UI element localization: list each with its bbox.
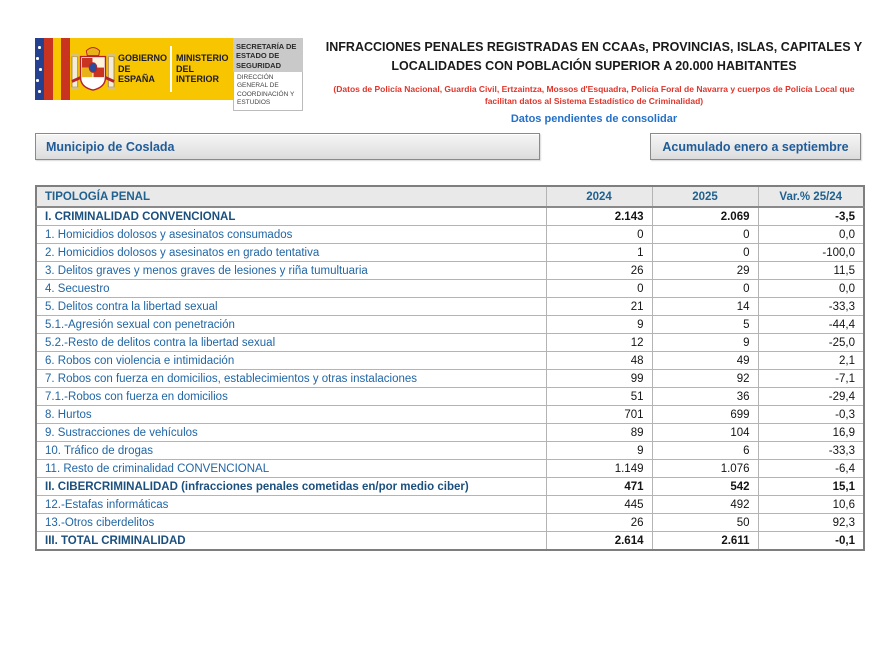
- cell-2024: 701: [546, 406, 652, 424]
- cell-2025: 14: [652, 298, 758, 316]
- cell-2025: 542: [652, 478, 758, 496]
- cell-var: 92,3: [758, 514, 864, 532]
- table-row: [36, 424, 864, 442]
- cell-2025: 2.611: [652, 532, 758, 551]
- period-selector[interactable]: Acumulado enero a septiembre: [650, 133, 861, 160]
- logo-divider: [170, 46, 172, 92]
- logo-yellow-field: [70, 38, 233, 100]
- cell-var: -6,4: [758, 460, 864, 478]
- row-label: 5.1.-Agresión sexual con penetración: [36, 316, 546, 334]
- column-header-tipologia: TIPOLOGÍA PENAL: [36, 186, 546, 207]
- cell-2024: 99: [546, 370, 652, 388]
- table-row: [36, 316, 864, 334]
- cell-var: -7,1: [758, 370, 864, 388]
- cell-2024: 2.143: [546, 207, 652, 226]
- cell-2025: 104: [652, 424, 758, 442]
- row-label: 2. Homicidios dolosos y asesinatos en grado tentativa: [36, 244, 546, 262]
- cell-2025: 49: [652, 352, 758, 370]
- cell-var: 0,0: [758, 226, 864, 244]
- row-label: 12.-Estafas informáticas: [36, 496, 546, 514]
- row-label: 7. Robos con fuerza en domicilios, establecimientos y otras instalaciones: [36, 370, 546, 388]
- table-row: [36, 352, 864, 370]
- row-label: 13.-Otros ciberdelitos: [36, 514, 546, 532]
- cell-var: 0,0: [758, 280, 864, 298]
- logo-government-label: GOBIERNO DE ESPAÑA: [118, 52, 168, 85]
- table-row: [36, 226, 864, 244]
- cell-var: -44,4: [758, 316, 864, 334]
- row-label: 4. Secuestro: [36, 280, 546, 298]
- cell-2025: 1.076: [652, 460, 758, 478]
- cell-2025: 29: [652, 262, 758, 280]
- logo-secretary-label: SECRETARÍA DE ESTADO DE SEGURIDAD: [233, 38, 303, 72]
- row-label: 3. Delitos graves y menos graves de lesiones y riña tumultuaria: [36, 262, 546, 280]
- cell-2024: 2.614: [546, 532, 652, 551]
- table-row: [36, 262, 864, 280]
- table-row: [36, 442, 864, 460]
- government-logo: [35, 38, 300, 107]
- cell-2025: 0: [652, 280, 758, 298]
- cell-2024: 445: [546, 496, 652, 514]
- row-label: II. CIBERCRIMINALIDAD (infracciones penales cometidas en/por medio ciber): [36, 478, 546, 496]
- cell-2024: 21: [546, 298, 652, 316]
- table-row: [36, 406, 864, 424]
- spain-flag-stripe-red: [44, 38, 53, 100]
- row-label: 10. Tráfico de drogas: [36, 442, 546, 460]
- table-row: [36, 334, 864, 352]
- cell-2025: 6: [652, 442, 758, 460]
- cell-var: 2,1: [758, 352, 864, 370]
- status-note: Datos pendientes de consolidar: [510, 113, 678, 125]
- table-row: [36, 478, 864, 496]
- row-label: 1. Homicidios dolosos y asesinatos consumados: [36, 226, 546, 244]
- cell-2025: 0: [652, 244, 758, 262]
- cell-2025: 2.069: [652, 207, 758, 226]
- cell-2024: 89: [546, 424, 652, 442]
- cell-var: 16,9: [758, 424, 864, 442]
- cell-var: -29,4: [758, 388, 864, 406]
- row-label: 5. Delitos contra la libertad sexual: [36, 298, 546, 316]
- table-row: [36, 244, 864, 262]
- cell-2024: 471: [546, 478, 652, 496]
- table-row: [36, 298, 864, 316]
- coat-of-arms-icon: [70, 43, 116, 95]
- municipality-selector[interactable]: Municipio de Coslada: [35, 133, 540, 160]
- logo-right-panel: [233, 38, 303, 107]
- logo-direction-label: DIRECCIÓN GENERAL DE COORDINACIÓN Y ESTUDIOS: [233, 72, 303, 111]
- cell-2025: 50: [652, 514, 758, 532]
- header-block: [318, 38, 870, 125]
- row-label: 8. Hurtos: [36, 406, 546, 424]
- cell-var: 10,6: [758, 496, 864, 514]
- table-row: [36, 388, 864, 406]
- page-title: INFRACCIONES PENALES REGISTRADAS EN CCAAs, PROVINCIAS, ISLAS, CAPITALES Y LOCALIDADES CON POBLACIÓN SUPERIOR A 20.000 HABITANTES: [325, 40, 863, 73]
- cell-2025: 5: [652, 316, 758, 334]
- cell-2024: 51: [546, 388, 652, 406]
- cell-var: -100,0: [758, 244, 864, 262]
- cell-var: -0,3: [758, 406, 864, 424]
- cell-2024: 0: [546, 280, 652, 298]
- cell-2024: 12: [546, 334, 652, 352]
- table-row: [36, 207, 864, 226]
- cell-2025: 9: [652, 334, 758, 352]
- cell-2025: 36: [652, 388, 758, 406]
- spain-flag-stripe-red: [61, 38, 70, 100]
- column-header-var: Var.% 25/24: [758, 186, 864, 207]
- table-row: [36, 370, 864, 388]
- cell-2025: 0: [652, 226, 758, 244]
- cell-var: 15,1: [758, 478, 864, 496]
- table-row: [36, 514, 864, 532]
- row-label: I. CRIMINALIDAD CONVENCIONAL: [36, 207, 546, 226]
- cell-2024: 26: [546, 262, 652, 280]
- cell-2025: 92: [652, 370, 758, 388]
- cell-2024: 1: [546, 244, 652, 262]
- cell-2025: 492: [652, 496, 758, 514]
- spain-flag-stripe-yellow: [53, 38, 61, 100]
- cell-var: -25,0: [758, 334, 864, 352]
- row-label: 6. Robos con violencia e intimidación: [36, 352, 546, 370]
- table-row: [36, 280, 864, 298]
- column-header-2024: 2024: [546, 186, 652, 207]
- table-row: [36, 532, 864, 551]
- source-note: (Datos de Policía Nacional, Guardia Civil, Ertzaintza, Mossos d'Esquadra, Policía Foral de Navarra y cuerpos de Policía Local que facilitan datos al Sistema Estadístico de Criminalidad): [333, 83, 855, 107]
- cell-var: 11,5: [758, 262, 864, 280]
- column-header-2025: 2025: [652, 186, 758, 207]
- cell-2024: 1.149: [546, 460, 652, 478]
- cell-var: -33,3: [758, 442, 864, 460]
- table-row: [36, 496, 864, 514]
- eu-stars-strip-icon: [35, 38, 44, 100]
- table-row: [36, 460, 864, 478]
- cell-2025: 699: [652, 406, 758, 424]
- row-label: 9. Sustracciones de vehículos: [36, 424, 546, 442]
- cell-var: -0,1: [758, 532, 864, 551]
- crime-statistics-table: [35, 185, 865, 551]
- cell-var: -33,3: [758, 298, 864, 316]
- row-label: 11. Resto de criminalidad CONVENCIONAL: [36, 460, 546, 478]
- row-label: 5.2.-Resto de delitos contra la libertad sexual: [36, 334, 546, 352]
- cell-var: -3,5: [758, 207, 864, 226]
- row-label: III. TOTAL CRIMINALIDAD: [36, 532, 546, 551]
- cell-2024: 9: [546, 442, 652, 460]
- cell-2024: 0: [546, 226, 652, 244]
- crime-table-body: [36, 207, 864, 550]
- cell-2024: 26: [546, 514, 652, 532]
- table-header-row: [36, 186, 864, 207]
- logo-ministry-label: MINISTERIO DEL INTERIOR: [176, 52, 229, 85]
- cell-2024: 48: [546, 352, 652, 370]
- cell-2024: 9: [546, 316, 652, 334]
- row-label: 7.1.-Robos con fuerza en domicilios: [36, 388, 546, 406]
